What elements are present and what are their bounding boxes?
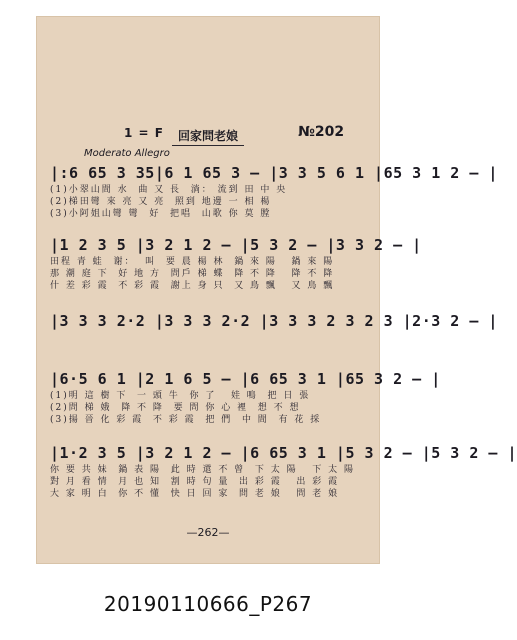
- lyric-line: 對 月 看 情 月 也 知 割 時 句 量 出 彩 霞 出 彩 霞: [50, 477, 340, 487]
- lyric-line: (3)小阿姐山彎 彎 好 把唱 山歌 你 莫 膛: [50, 209, 272, 219]
- lyric-line: (1)小翠山間 水 曲 又 長 淌： 流到 田 中 央: [50, 185, 288, 195]
- lyric-line: (2)梯田彎 來 亮 又 亮 照到 地邊 一 相 楊: [50, 197, 272, 207]
- music-system-4: [50, 368, 441, 426]
- song-header: [36, 124, 380, 146]
- lyric-line: 什 差 彩 霞 不 彩 霞 謝上 身 只 又 鳥 飄 又 鳥 飄: [50, 281, 335, 291]
- page-number: —262—: [186, 526, 230, 539]
- lyric-line: 你 要 共 妹 鍋 表 陽 此 時 還 不 曾 下 太 陽 下 太 陽: [50, 465, 355, 475]
- lyric-line: 那 潮 庭 下 好 地 方 問戶 梯 蝶 降 不 降 降 不 降: [50, 269, 335, 279]
- key-signature: 1 = F: [124, 126, 164, 140]
- music-system-3: [50, 310, 498, 332]
- music-system-1: [50, 162, 498, 220]
- notation-line: |3 3 3 2·2 |3 3 3 2·2 |3 3 3 2 3 2 3 |2·3 2 — |: [50, 312, 498, 330]
- song-number: №202: [298, 124, 345, 140]
- tempo-marking: Moderato Allegro: [84, 148, 170, 159]
- lyric-line: 田程 青 蛙 谢： 叫 要 晨 楊 林 鍋 來 陽 鍋 來 陽: [50, 257, 335, 267]
- lyric-line: (2)問 梯 娥 降 不 降 要 問 你 心 裡 想 不 想: [50, 403, 301, 413]
- notation-line: |6·5 6 1 |2 1 6 5 — |6 65 3 1 |65 3 2 — |: [50, 370, 441, 388]
- lyric-line: (3)揚 晉 化 彩 霞 不 彩 霞 把 們 中 間 有 花 採: [50, 415, 322, 425]
- notation-line: |1 2 3 5 |3 2 1 2 — |5 3 2 — |3 3 2 — |: [50, 236, 422, 254]
- music-system-5: [50, 442, 517, 500]
- notation-line: |1·2 3 5 |3 2 1 2 — |6 65 3 1 |5 3 2 — |5 3 2 — |: [50, 444, 517, 462]
- lyric-line: (1)明 這 樹 下 一 頭 牛 你 了 娃 鳴 把 日 張: [50, 391, 311, 401]
- music-system-2: [50, 234, 422, 292]
- lyric-line: 大 家 明 白 你 不 懂 快 日 回 家 問 老 娘 問 老 娘: [50, 489, 340, 499]
- image-caption: 20190110666_P267: [103, 592, 313, 616]
- notation-line: |:6 65 3 35|6 1 65 3 — |3 3 5 6 1 |65 3 1 2 — |: [50, 164, 498, 182]
- song-title: 回家問老娘: [172, 127, 244, 146]
- songbook-page: [36, 16, 517, 564]
